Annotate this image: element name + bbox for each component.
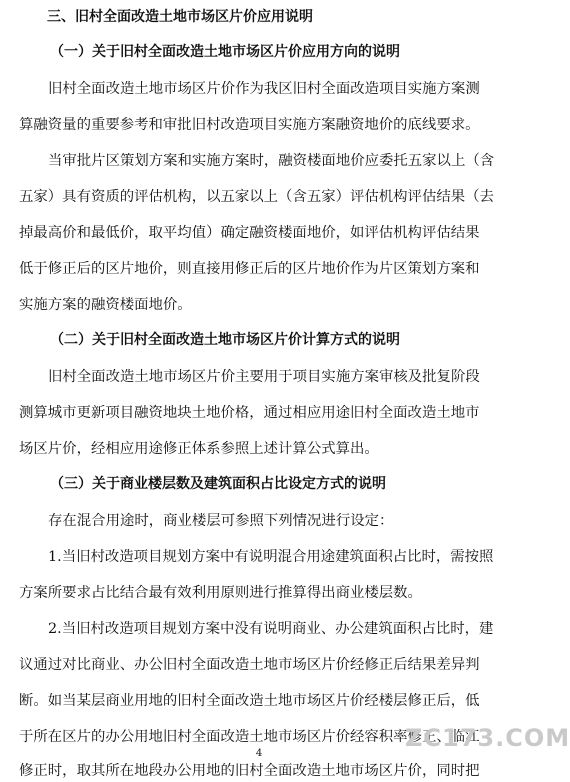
paragraph-line: 修正时，取其所在地段办公用地的旧村全面改造土地市场区片价，同时把 [19, 763, 480, 779]
paragraph-line: 实施方案的融资楼面地价。 [19, 297, 192, 313]
subsection-2-title: （二）关于旧村全面改造土地市场区片价计算方式的说明 [50, 332, 400, 348]
paragraph-line: 算融资量的重要参考和审批旧村改造项目实施方案融资地价的底线要求。 [19, 117, 480, 133]
subsection-3-title: （三）关于商业楼层数及建筑面积占比设定方式的说明 [50, 476, 386, 492]
paragraph-line: 测算城市更新项目融资地块土地价格，通过相应用途旧村全面改造土地市 [19, 405, 480, 421]
paragraph-line: 场区片价，经相应用途修正体系参照上述计算公式算出。 [19, 441, 379, 457]
paragraph-line: 旧村全面改造土地市场区片价主要用于项目实施方案审核及批复阶段 [48, 369, 480, 385]
page-number: 4 [255, 748, 263, 759]
paragraph-line: 低于修正后的区片地价，则直接用修正后的区片地价作为片区策划方案和 [19, 261, 480, 277]
paragraph-line: 1.当旧村改造项目规划方案中有说明混合用途建筑面积占比时，需按照 [48, 549, 494, 565]
watermark-text: ZC173.COM [405, 724, 570, 752]
paragraph-line: 五家）具有资质的评估机构，以五家以上（含五家）评估机构评估结果（去 [19, 189, 494, 205]
subsection-1-title: （一）关于旧村全面改造土地市场区片价应用方向的说明 [50, 44, 400, 60]
paragraph-line: 断。如当某层商业用地的旧村全面改造土地市场区片价经楼层修正后，低 [19, 693, 480, 709]
paragraph-line: 掉最高价和最低价，取平均值）确定融资楼面地价，如评估机构评估结果 [19, 225, 480, 241]
paragraph-line: 于所在区片的办公用地旧村全面改造土地市场区片价经容积率修正、临江 [19, 729, 480, 745]
paragraph-line: 议通过对比商业、办公旧村全面改造土地市场区片价经修正后结果差异判 [19, 657, 480, 673]
paragraph-line: 方案所要求占比结合最有效利用原则进行推算得出商业楼层数。 [19, 585, 422, 601]
paragraph-line: 2.当旧村改造项目规划方案中没有说明商业、办公建筑面积占比时，建 [48, 621, 494, 637]
paragraph-line: 存在混合用途时，商业楼层可参照下列情况进行设定： [48, 513, 394, 529]
watermark [405, 724, 570, 760]
paragraph-line: 旧村全面改造土地市场区片价作为我区旧村全面改造项目实施方案测 [48, 81, 480, 97]
paragraph-line: 当审批片区策划方案和实施方案时，融资楼面地价应委托五家以上（含 [48, 153, 495, 169]
section-title: 三、旧村全面改造土地市场区片价应用说明 [47, 9, 313, 25]
